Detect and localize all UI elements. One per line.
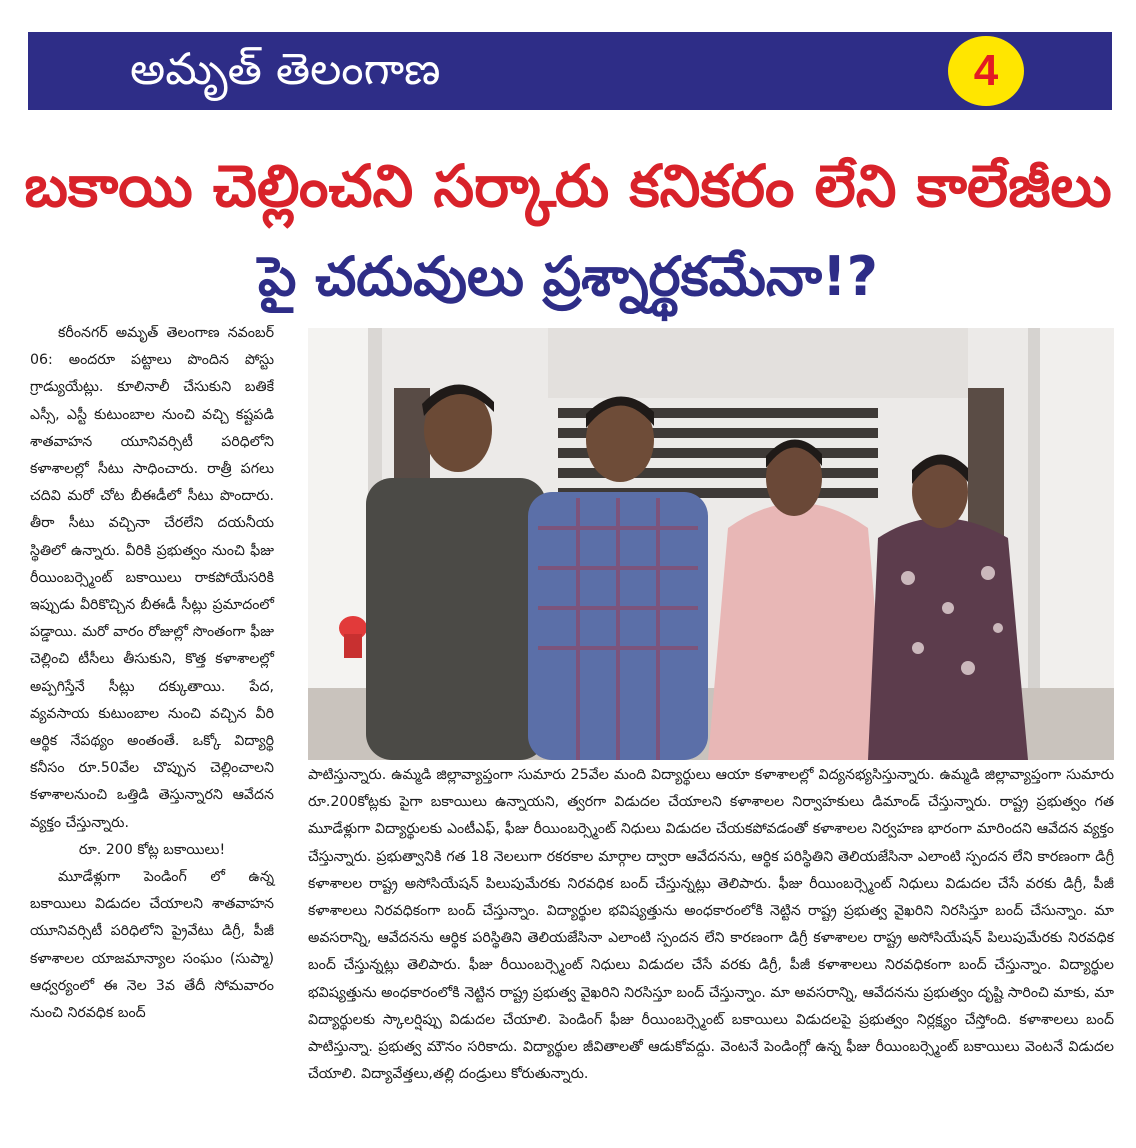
article-left-column: [30, 320, 274, 1027]
article-body-bottom-paragraph: పాటిస్తున్నారు. ఉమ్మడి జిల్లావ్యాప్తంగా సుమారు 25వేల మంది విద్యార్థులు ఆయా కళాశాలల్లో విద్యనభ్యసిస్తున్నారు. ఉమ్మడి జిల్లావ్యాప్తంగా సుమారు రూ.200కోట్లకు పైగా బకాయిలు ఉన్నాయని, త్వరగా విడుదల చేయాలని కళాశాలల నిర్వాహకులు డిమాండ్ చేస్తున్నారు. రాష్ట్ర ప్రభుత్వం గత మూడేళ్లుగా విద్యార్థులకు ఎంటీఎఫ్, ఫీజు రీయింబర్స్మెంట్ నిధులు విడుదల చేయకపోవడంతో కళాశాలల నిర్వహణ భారంగా మారిందని ఆవేదన వ్యక్తం చేస్తున్నారు. ప్రభుత్వానికి గత 18 నెలలుగా రకరకాల మార్గాల ద్వారా ఆవేదనను, ఆర్థిక పరిస్థితిని తెలియజేసినా ఎలాంటి స్పందన లేని కారణంగా డిగ్రీ కళాశాలల రాష్ట్ర అసోసియేషన్ పిలుపుమేరకు నిరవధిక బంద్ చేస్తున్నట్లు తెలిపారు. ఫీజు రీయింబర్స్మెంట్ నిధులు విడుదల చేసే వరకు డిగ్రీ, పీజీ కళాశాలలు నిరవధికంగా బంద్ చేస్తున్నాం. విద్యార్థుల భవిష్యత్తును అంధకారంలోకి నెట్టిన రాష్ట్ర ప్రభుత్వ వైఖరిని నిరసిస్తూ బంద్ చేసున్నాం. మా అవసరాన్ని, ఆవేదనను ఆర్థిక పరిస్థితిని తెలియజేసినా ఎలాంటి స్పందన లేని కారణంగా డిగ్రీ కళాశాలల రాష్ట్ర అసోసియేషన్ పిలుపుమేరకు నిరవధిక బంద్ చేస్తున్నట్లు తెలిపారు. ఫీజు రీయింబర్స్మెంట్ నిధులు విడుదల చేసే వరకు డిగ్రీ, పీజీ కళాశాలలు నిరవధికంగా బంద్ చేస్తున్నాం. విద్యార్థుల భవిష్యత్తును అంధకారంలోకి నెట్టిన రాష్ట్ర ప్రభుత్వ వైఖరిని నిరసిస్తూ బంద్ చేస్తున్నాం. మా అవసరాన్ని, ఆవేదనను ప్రభుత్వం దృష్టి సారించి మాకు, మా విద్యార్థులకు స్కాలర్షిప్పు విడుదల చేయాలి. పెండింగ్ ఫీజు రీయింబర్స్మెంట్ బకాయిలు విడుదలపై ప్రభుత్వం నిర్లక్ష్యం చేస్తోంది. కళాశాలలు బంద్ పాటిస్తున్నా. ప్రభుత్వ మౌనం సరికాదు. విద్యార్థుల జీవితాలతో ఆడుకోవద్దు. వెంటనే పెండింగ్లో ఉన్న ఫీజు రీయింబర్స్మెంట్ బకాయిలు వెంటనే విడుదల చేయాలి. విద్యావేత్తలు,తల్లి దండ్రులు కోరుతున్నారు.: [308, 767, 1114, 1083]
masthead-banner: [28, 32, 1112, 110]
article-subheading: రూ. 200 కోట్ల బకాయిలు!: [78, 841, 226, 858]
news-photo: [308, 328, 1114, 760]
article-lead-paragraph: కరీంనగర్ అమృత్ తెలంగాణ నవంబర్ 06: అందరూ పట్టాలు పొందిన పోస్టు గ్రాడ్యుయేట్లు. కూలినాలీ చేసుకుని బతికే ఎస్సీ, ఎస్టీ కుటుంబాల నుంచి వచ్చి కష్టపడి శాతవాహన యూనివర్సిటీ పరిధిలోని కళాశాలల్లో సీటు సాధించారు. రాత్రీ పగలు చదివి మరో చోట బీఈడీలో సీటు పొందారు. తీరా సీటు వచ్చినా చేరలేని దయనీయ స్థితిలో ఉన్నారు. వీరికి ప్రభుత్వం నుంచి ఫీజు రీయింబర్స్మెంట్ బకాయిలు రాకపోయేసరికి ఇప్పుడు వీరికొచ్చిన బీఈడీ సీట్లు ప్రమాదంలో పడ్డాయి. మరో వారం రోజుల్లో సొంతంగా ఫీజు చెల్లించి టీసీలు తీసుకుని, కొత్త కళాశాలల్లో అప్పగిస్తేనే సీట్లు దక్కుతాయి. పేద, వ్యవసాయ కుటుంబాల నుంచి వచ్చిన వీరి ఆర్థిక నేపథ్యం అంతంతే. ఒక్కో విద్యార్థి కనీసం రూ.50వేల చొప్పున చెల్లించాలని కళాశాలనుంచి ఒత్తిడి తెస్తున్నారని ఆవేదన వ్యక్తం చేస్తున్నారు.: [30, 325, 274, 831]
headline-line-1: బకాయి చెల్లించని సర్కారు కనికరం లేని కాలేజీలు: [24, 152, 1112, 220]
headline-line-2: పై చదువులు ప్రశ్నార్థకమేనా!?: [258, 245, 878, 308]
article-body-bottom: [308, 762, 1114, 1088]
article-body-left: మూడేళ్లుగా పెండింగ్ లో ఉన్న బకాయిలు విడుదల చేయాలని శాతవాహన యూనివర్సిటీ పరిధిలోని ప్రైవేటు డిగ్రీ, పీజీ కళాశాలల యాజమాన్యాల సంఘం (సుప్మా) ఆధ్వర్యంలో ఈ నెల 3వ తేదీ సోమవారం నుంచి నిరవధిక బంద్: [30, 869, 274, 1022]
page-number-badge: 4: [948, 36, 1024, 106]
newspaper-name: అమృత్ తెలంగాణ: [130, 44, 441, 95]
